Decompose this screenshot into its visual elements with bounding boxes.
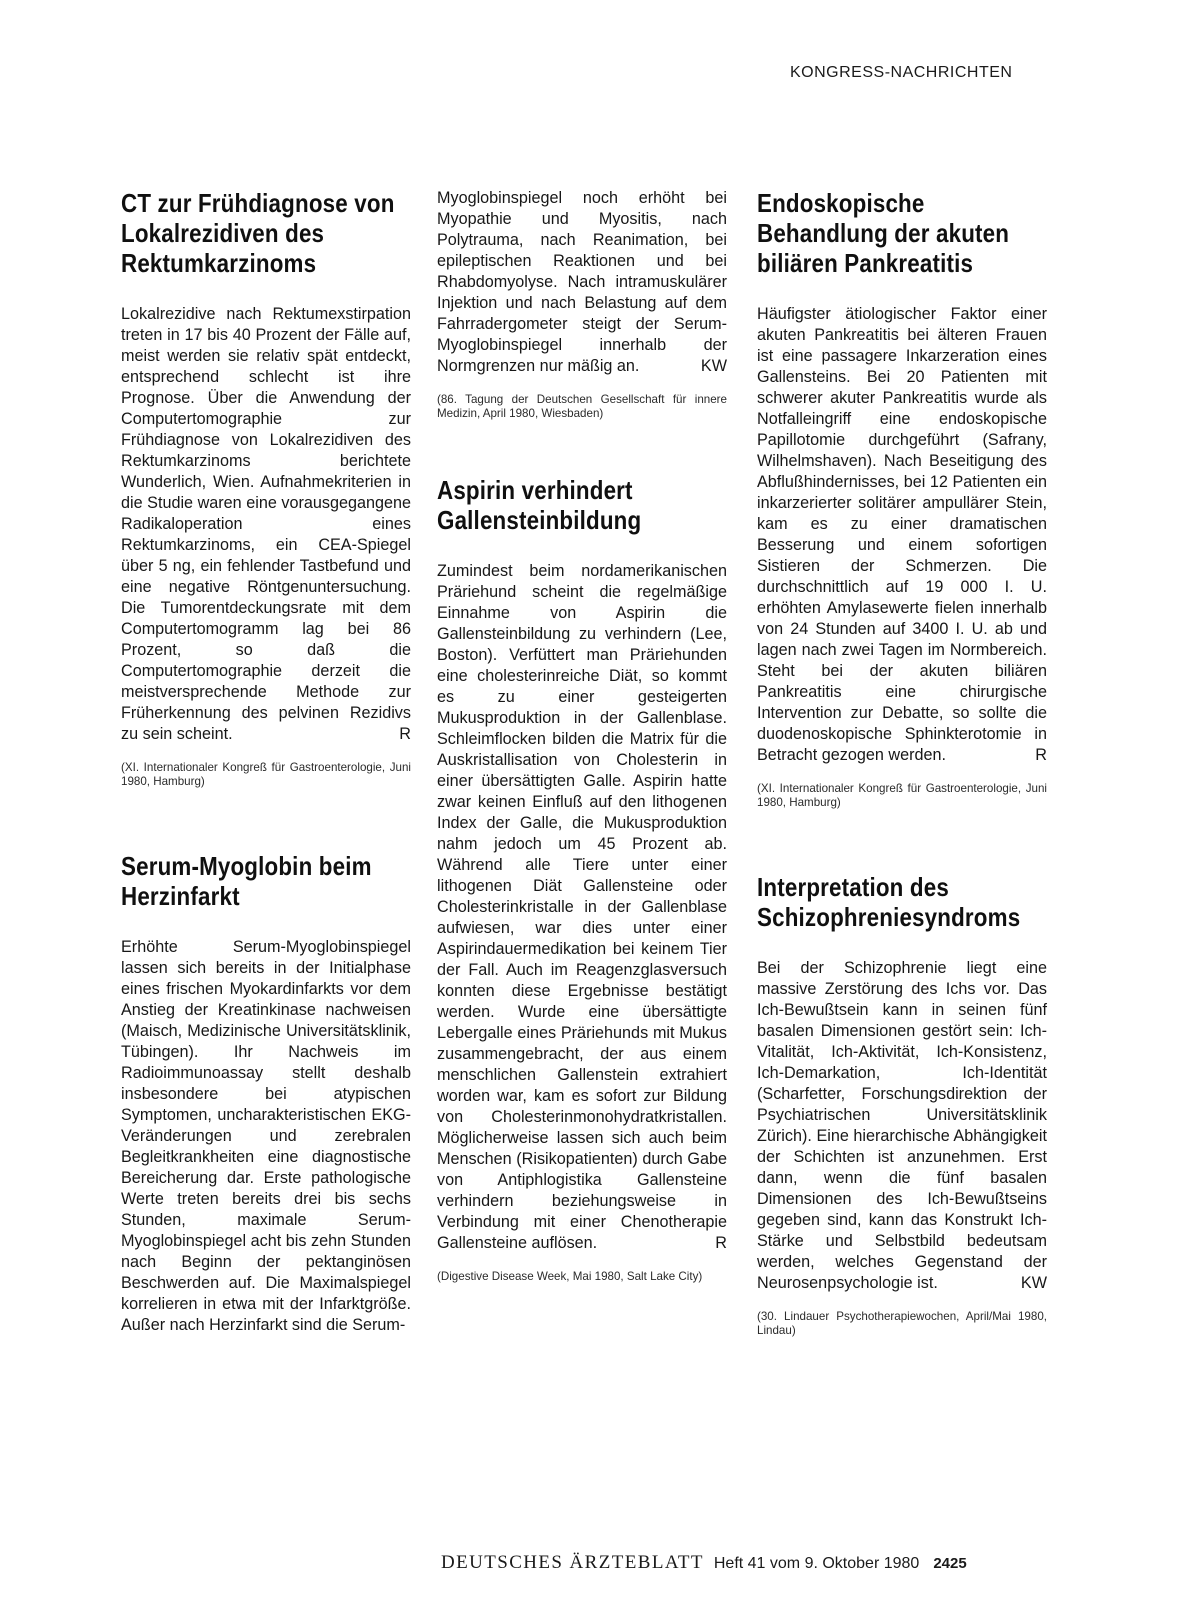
article-title: Endoskopische Behandlung der akuten biliären Pankreatitis xyxy=(757,188,1010,278)
article-source: (86. Tagung der Deutschen Gesellschaft für innere Medizin, April 1980, Wiesbaden) xyxy=(437,393,727,420)
article-body xyxy=(121,304,411,745)
article-source: (XI. Internationaler Kongreß für Gastroenterologie, Juni 1980, Hamburg) xyxy=(757,782,1047,809)
article-text: Myoglobinspiegel noch erhöht bei Myopathie und Myositis, nach Polytrauma, nach Reanimation, bei epileptischen Reaktionen und bei Rhabdomyolyse. Nach intramuskulärer Injektion und nach Belastung auf dem Fahrradergometer steigt der Serum-Myoglobinspiegel innerhalb der Normgrenzen nur mäßig an. xyxy=(437,189,727,375)
article-text: Bei der Schizophrenie liegt eine massive Zerstörung des Ichs vor. Das Ich-Bewußtsein kann in seinen fünf basalen Dimensionen gestört sein: Ich-Vitalität, Ich-Aktivität, Ich-Konsistenz, Ich-Demarkation, Ich-Identität (Scharfetter, Forschungsdirektion der Psychiatrischen Universitätsklinik Zürich). Eine hierarchische Abhängigkeit der Schichten ist anzunehmen. Erst dann, wenn die fünf basalen Dimensionen des Ich-Bewußtseins gegeben sind, kann das Konstrukt Ich-Stärke und Selbstbild bedeutsam werden, welches Gegenstand der Neurosenpsychologie ist. xyxy=(757,959,1047,1292)
article-body xyxy=(437,188,727,377)
issue-info: Heft 41 vom 9. Oktober 1980 xyxy=(713,1555,920,1572)
page-footer xyxy=(441,1552,967,1574)
article-body xyxy=(437,561,727,1254)
article-ct-rektumkarzinom xyxy=(121,188,411,789)
article-text: Lokalrezidive nach Rektumexstirpation treten in 17 bis 40 Prozent der Fälle auf, meist werden sie relativ spät entdeckt, entsprechend schlecht ist ihre Prognose. Über die Anwendung der Computertomographie zur Frühdiagnose von Lokalrezidiven des Rektumkarzinoms berichtete Wunderlich, Wien. Aufnahmekriterien in die Studie waren eine vorausgegangene Radikaloperation eines Rektumkarzinoms, ein CEA-Spiegel über 5 ng, ein fehlender Tastbefund und eine negative Röntgenuntersuchung. Die Tumorentdeckungsrate mit dem Computertomogramm lag bei 86 Prozent, so daß die Computertomographie derzeit die meistversprechende Methode zur Früherkennung des pelvinen Rezidivs zu sein scheint. xyxy=(121,305,411,743)
article-title: Serum-Myoglobin beim Herzinfarkt xyxy=(121,851,372,911)
author-initials: KW xyxy=(1020,1274,1047,1292)
author-initials: R xyxy=(1035,746,1047,764)
article-source: (30. Lindauer Psychotherapiewochen, April/Mai 1980, Lindau) xyxy=(757,1310,1047,1337)
article-title: CT zur Frühdiagnose von Lokalrezidiven des Rektumkarzinoms xyxy=(121,188,395,278)
article-source: (XI. Internationaler Kongreß für Gastroenterologie, Juni 1980, Hamburg) xyxy=(121,761,411,788)
author-initials: R xyxy=(715,1234,727,1252)
article-aspirin xyxy=(437,475,727,1284)
article-title: Interpretation des Schizophreniesyndroms xyxy=(757,872,1021,932)
article-serum-myoglobin-continued xyxy=(437,188,727,421)
author-initials: R xyxy=(399,725,411,743)
column-2 xyxy=(437,188,727,1284)
article-body xyxy=(757,304,1047,766)
section-label: KONGRESS-NACHRICHTEN xyxy=(790,64,1013,81)
article-schizophrenie xyxy=(757,872,1047,1338)
article-body: Erhöhte Serum-Myoglobinspiegel lassen sich bereits in der Initialphase eines frischen Myokardinfarkts vor dem Anstieg der Kreatinkinase nachweisen (Maisch, Medizinische Universitätsklinik, Tübingen). Ihr Nachweis im Radioimmunoassay stellt deshalb insbesondere bei atypischen Symptomen, uncharakteristischen EKG-Veränderungen und zerebralen Begleitkrankheiten eine diagnostische Bereicherung dar. Erste pathologische Werte treten bereits drei bis sechs Stunden, maximale Serum-Myoglobinspiegel acht bis zehn Stunden nach Beginn der pektanginösen Beschwerden auf. Die Maximalspiegel korrelieren in etwa mit der Infarktgröße. Außer nach Herzinfarkt sind die Serum- xyxy=(121,938,411,1334)
article-serum-myoglobin xyxy=(121,851,411,1336)
article-text: Häufigster ätiologischer Faktor einer akuten Pankreatitis bei älteren Frauen ist eine passagere Inkarzeration eines Gallensteins. Bei 20 Patienten mit schwerer akuter Pankreatitis wurde als Notfalleingriff eine endoskopische Papillotomie durchgeführt (Safrany, Wilhelmshaven). Nach Beseitigung des Abflußhindernisses, bei 12 Patienten ein inkarzerierter solitärer ampullärer Stein, kam es zu einer dramatischen Besserung und einem sofortigen Sistieren der Schmerzen. Die durchschnittlich auf 19 000 I. U. erhöhten Amylasewerte fielen innerhalb von 24 Stunden auf 3400 I. U. ab und lagen nach zwei Tagen im Normbereich. Steht bei der akuten biliären Pankreatitis eine chirurgische Intervention zur Debatte, so sollte die duodenoskopische Sphinkterotomie in Betracht gezogen werden. xyxy=(757,305,1047,764)
column-1 xyxy=(121,188,411,1336)
article-source: (Digestive Disease Week, Mai 1980, Salt Lake City) xyxy=(437,1270,703,1283)
column-3 xyxy=(757,188,1047,1338)
article-body xyxy=(757,958,1047,1294)
author-initials: KW xyxy=(700,357,727,375)
article-endoskopie xyxy=(757,188,1047,810)
article-text: Zumindest beim nordamerikanischen Präriehund scheint die regelmäßige Einnahme von Aspirin die Gallensteinbildung zu verhindern (Lee, Boston). Verfüttert man Präriehunden eine cholesterinreiche Diät, so kommt es zu einer gesteigerten Mukusproduktion in der Gallenblase. Schleimflocken bilden die Matrix für die Auskristallisation von Cholesterin in einer übersättigten Galle. Aspirin hatte zwar keinen Einfluß auf den lithogenen Index der Galle, die Mukusproduktion nahm jedoch um 45 Prozent ab. Während alle Tiere unter einer lithogenen Diät Gallensteine oder Cholesterinkristalle in der Gallenblase aufwiesen, war dies unter einer Aspirindauermedikation bei keinem Tier der Fall. Auch im Reagenzglasversuch konnten diese Ergebnisse bestätigt werden. Wurde eine übersättigte Lebergalle eines Präriehunds mit Mukus zusammengebracht, der aus einem menschlichen Gallenstein extrahiert worden war, kam es sofort zur Bildung von Cholesterinmonohydratkristallen. Möglicherweise lassen sich auch beim Menschen (Risikopatienten) durch Gabe von Antiphlogistika Gallensteine verhindern beziehungsweise in Verbindung mit einer Chenotherapie Gallensteine auflösen. xyxy=(437,562,727,1252)
journal-name: DEUTSCHES ÄRZTEBLATT xyxy=(441,1552,704,1573)
article-title: Aspirin verhindert Gallensteinbildung xyxy=(437,475,642,535)
page-number: 2425 xyxy=(933,1555,967,1572)
